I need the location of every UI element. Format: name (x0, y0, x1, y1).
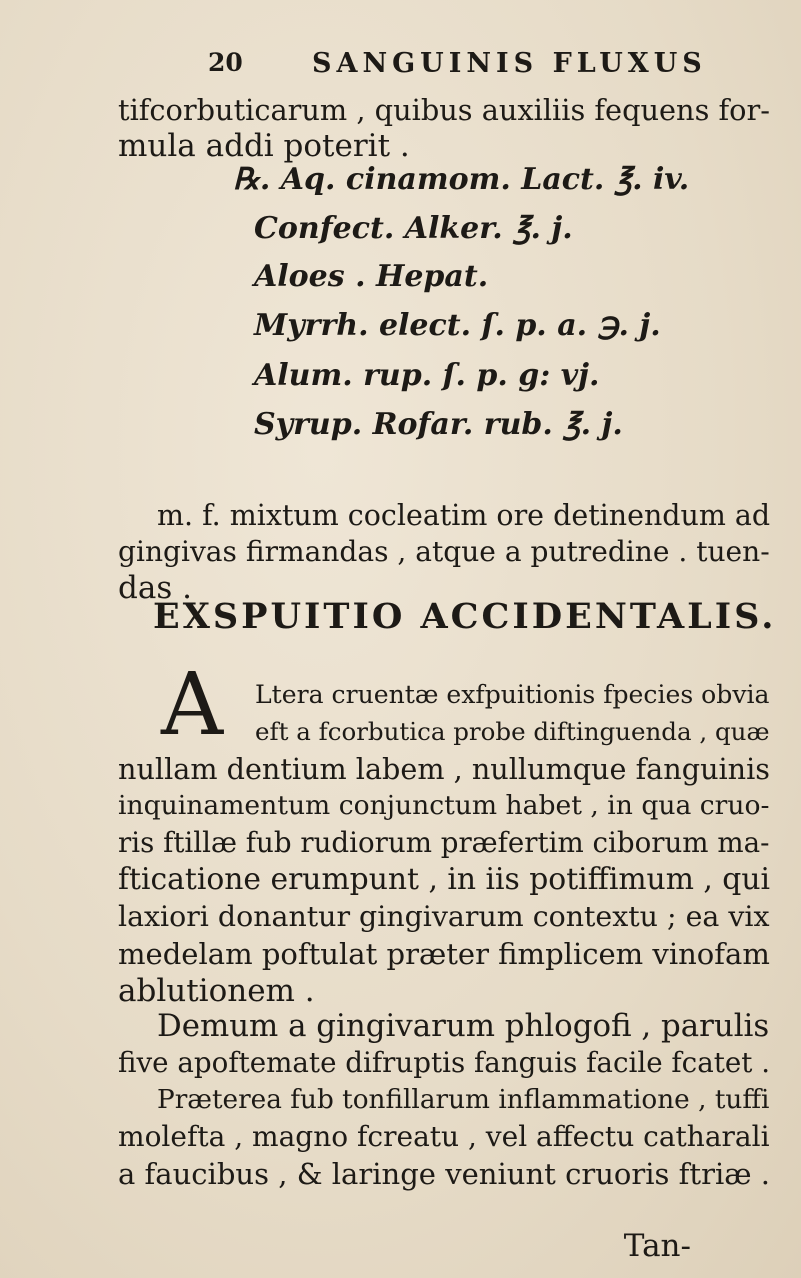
drop-cap: A (161, 655, 224, 755)
intro-line-1: tifcorbuticarum , quibus auxiliis fequens for- (118, 93, 770, 127)
paragraph3-line-1: Præterea fub tonfillarum inflammatione , tuffi (157, 1085, 770, 1115)
recipe-line-5: Alum. rup. ſ. p. g: vj. (254, 358, 600, 393)
section-heading: EXSPUITIO ACCIDENTALIS. (153, 596, 777, 637)
running-title: SANGUINIS FLUXUS (312, 48, 707, 79)
paragraph1-line-9: ablutionem . (118, 973, 315, 1009)
intro-line-2: mula addi poterit . (118, 128, 410, 164)
paragraph1-line-2: eft a fcorbutica probe diftinguenda , quæ (255, 717, 770, 746)
paragraph1-line-4: inquinamentum conjunctum habet , in qua cruo- (118, 790, 770, 821)
page-number: 20 (208, 48, 243, 77)
recipe-line-3: Aloes . Hepat. (254, 259, 489, 294)
paragraph1-line-3: nullam dentium labem , nullumque fanguinis (118, 752, 771, 786)
paragraph2-line-2: five apoftemate difruptis fanguis facile fcatet . (118, 1046, 771, 1079)
catchword: Tan- (623, 1228, 691, 1264)
running-header (0, 48, 801, 88)
recipe-line-1: ℞. Aq. cinamom. Lact. ℥. iv. (233, 162, 690, 197)
instructions-line-2: gingivas firmandas , atque a putredine . tuen- (118, 535, 770, 568)
instructions-line-3: das . (118, 570, 192, 606)
recipe-line-2: Confect. Alker. ℥. j. (254, 211, 573, 246)
paragraph3-line-2: molefta , magno fcreatu , vel affectu catharali (118, 1120, 770, 1153)
paragraph2-line-1: Demum a gingivarum phlogofi , parulis (157, 1008, 770, 1044)
recipe-line-6: Syrup. Rofar. rub. ℥. j. (254, 407, 623, 442)
paragraph3-line-3: a faucibus , & laringe veniunt cruoris ftriæ . (118, 1157, 770, 1191)
paragraph1-line-7: laxiori donantur gingivarum contextu ; ea vix (118, 900, 770, 933)
paragraph1-line-8: medelam poftulat præter fimplicem vinofam (118, 937, 770, 971)
paragraph1-line-1: Ltera cruentæ exfpuitionis fpecies obvia (255, 680, 770, 709)
paragraph1-line-6: fticatione erumpunt , in iis potiffimum , qui (118, 862, 771, 897)
paragraph1-line-5: ris ftillæ fub rudiorum præfertim ciborum ma- (118, 826, 770, 859)
instructions-line-1: m. f. mixtum cocleatim ore detinendum ad (157, 499, 771, 532)
recipe-line-4: Myrrh. elect. ſ. p. a. ℈. j. (254, 308, 661, 343)
